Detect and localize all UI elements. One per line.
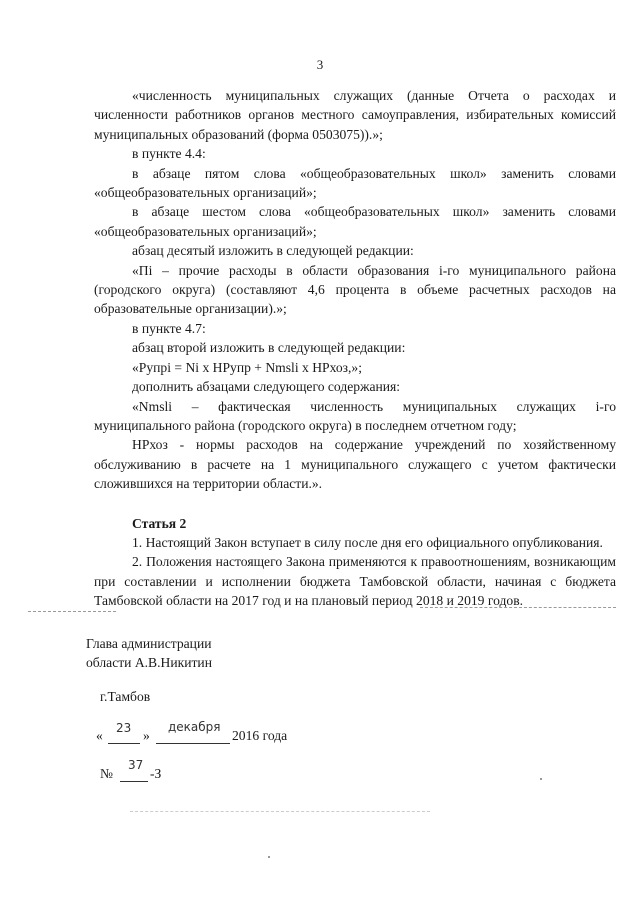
paragraph-10: дополнить абзацами следующего содержания: — [132, 379, 401, 395]
number-sign: № — [100, 766, 113, 781]
date-month: декабря — [168, 720, 221, 734]
paragraph-5: абзац десятый изложить в следующей редакции: — [132, 243, 414, 259]
paragraph-2: в пункте 4.4: — [132, 146, 206, 162]
scan-speck — [268, 856, 270, 858]
page-number: 3 — [316, 57, 324, 72]
scan-speck — [540, 778, 542, 780]
scan-line-left — [28, 611, 116, 612]
paragraph-11: «Nmsli – фактическая численность муниципальных служащих i-го муниципального района (городского округа) в последнем отчетном году; — [94, 398, 616, 433]
article-title: Статья 2 — [132, 515, 187, 531]
signature-title: Глава администрации — [86, 636, 212, 651]
number-line — [100, 758, 300, 787]
paragraph-9: «Рупрi = Ni x НРупр + Nmsli x НРхоз,»; — [132, 359, 362, 375]
article-item-1: 1. Настоящий Закон вступает в силу после дня его официального опубликования. — [132, 534, 603, 550]
paragraph-1: «численность муниципальных служащих (данные Отчета о расходах и численности работников органов местного самоуправления, избирательных комиссий муниципальных образований (форма 0503075)).»; — [94, 88, 616, 142]
date-year: 2016 года — [232, 728, 288, 743]
paragraph-3: в абзаце пятом слова «общеобразовательных школ» заменить словами «общеобразовательных организаций»; — [94, 165, 616, 201]
paragraph-7: в пункте 4.7: — [132, 320, 206, 336]
paragraph-8: абзац второй изложить в следующей редакции: — [132, 340, 406, 356]
number-suffix: -З — [150, 766, 162, 781]
law-number: 37 — [128, 758, 144, 772]
scan-line-right — [420, 607, 616, 608]
signature-block — [86, 634, 212, 673]
paragraph-12: НРхоз - нормы расходов на содержание учреждений по хозяйственному обслуживанию в расчете на 1 муниципального служащего с учетом фактически сложившихся на территории области.». — [94, 437, 616, 492]
document-body — [94, 86, 616, 611]
date-line — [96, 720, 396, 749]
date-close-quote: » — [143, 728, 150, 743]
paragraph-6: «Пi – прочие расходы в области образования i-го муниципального района (городского округа) (составляют 4,6 процента в объеме расчетных расходов на образовательные организации).»; — [94, 262, 616, 317]
scan-line-lower — [130, 811, 430, 812]
paragraph-4: в абзаце шестом слова «общеобразовательных школ» заменить словами «общеобразовательных организаций»; — [94, 204, 616, 239]
date-open-quote: « — [96, 728, 103, 743]
signature-name: области А.В.Никитин — [86, 655, 212, 671]
date-day: 23 — [116, 721, 132, 735]
place-of-signing: г.Тамбов — [100, 689, 151, 704]
article-item-2: 2. Положения настоящего Закона применяются к правоотношениям, возникающим при составлении и исполнении бюджета Тамбовской области, начиная с бюджета Тамбовской области на 2017 год и на плановый период 2018 и 2019 годов. — [94, 554, 616, 609]
